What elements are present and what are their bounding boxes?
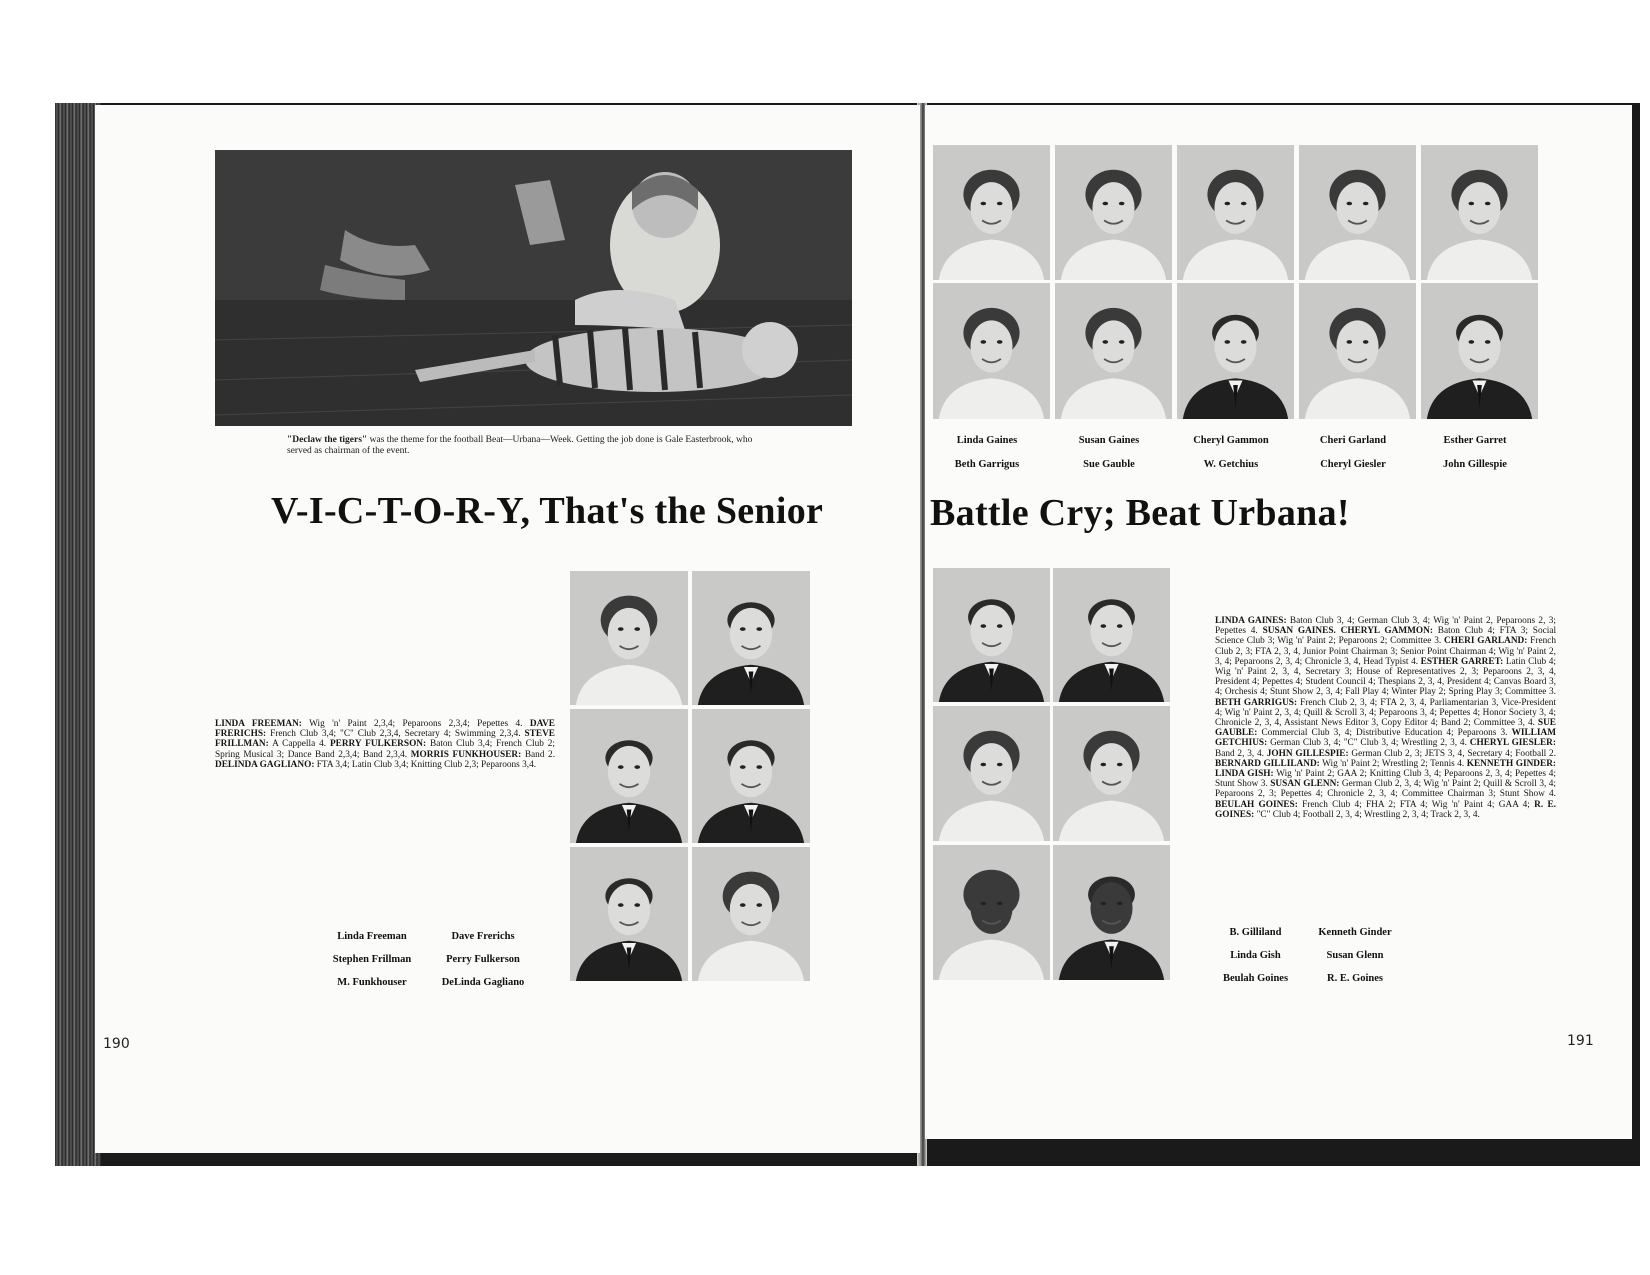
portrait-photo xyxy=(570,847,688,981)
bio-text: Baton Club 4; FTA 3; Social Science Club 3; Wig 'n' Paint 2; Peparoons 2; Committee 3. xyxy=(1215,626,1557,647)
portrait-photo xyxy=(570,571,688,705)
bio-name: SUE GAUBLE: xyxy=(1215,718,1556,739)
portrait-name: Cheryl Gammon xyxy=(1193,435,1269,446)
bio-text: German Club 2, 3, 4; Wig 'n' Paint 2; Quill & Scroll 3, 4; Peparoons 2, 3; Pepettes 4; Chronicle 2, 3, 4; Committee Chairman 3; Stunt Show 4. xyxy=(1215,779,1557,800)
bio-text: Baton Club 3, 4; German Club 3, 4; Wig 'n' Paint 2, Peparoons 2, 3; Pepettes 4. xyxy=(1215,616,1556,637)
portrait-name: DeLinda Gagliano xyxy=(441,977,525,988)
portrait-name: Linda Gish xyxy=(1230,950,1281,961)
portrait-photo xyxy=(1053,568,1170,702)
portrait-name: Beth Garrigus xyxy=(954,459,1020,470)
portrait-photo xyxy=(570,709,688,843)
portrait-photo xyxy=(1299,283,1416,419)
left-page xyxy=(95,105,920,1153)
bio-name: LINDA FREEMAN: xyxy=(215,719,302,729)
bio-text: Latin Club 4; Wig 'n' Paint 2, 3, 4, Secretary 3; House of Representatives 2, 3; Peparoons 2, 3, 4, President 4; Pepettes 4; Student Council 4; Thespians 2, 3, 4, President 4; Canvas Board 3, 4; Orchesis 4; Stunt Show 2, 3, 4; Fall Play 4; Winter Play 2; Spring Play 3; Committee 3. xyxy=(1215,656,1556,698)
bio-text: A Cappella 4. xyxy=(272,739,327,750)
portrait-name: Dave Frerichs xyxy=(451,931,515,942)
bio-name: WILLIAM GETCHIUS: xyxy=(1215,728,1556,749)
right-bio-block xyxy=(1215,616,1556,820)
portrait-photo xyxy=(1421,145,1538,280)
portrait-name: Stephen Frillman xyxy=(332,954,412,965)
portrait-photo xyxy=(1055,283,1172,419)
portrait-photo xyxy=(933,568,1050,702)
bio-name: ESTHER GARRET: xyxy=(1420,656,1504,667)
bio-text: Commercial Club 3, 4; Distributive Education 4; Peparoons 3. xyxy=(1261,728,1508,739)
portrait-photo xyxy=(692,709,810,843)
portrait-name: M. Funkhouser xyxy=(337,977,407,988)
bio-text: French Club 2, 3, 4; FTA 2, 3, 4, Parliamentarian 3, Vice-President 4; Wig 'n' Paint 2, 3, 4; Quill & Scroll 3, 4; Peparoons 3, 4; Pepettes 4; Honor Society 3, 4; Chronicle 2, 3, 4, Assistant News Editor 3, Copy Editor 4; Band 2; Committee 3, 4. xyxy=(1215,697,1556,729)
portrait-name: Linda Freeman xyxy=(337,931,407,942)
portrait-photo xyxy=(1053,845,1170,980)
portrait-name: W. Getchius xyxy=(1203,459,1259,470)
portrait-photo xyxy=(1177,145,1294,280)
bio-text: German Club 2, 3; JETS 3, 4, Secretary 4; Football 2. xyxy=(1351,748,1557,759)
caption-text: was the theme for the football Beat—Urbana—Week. Getting the job done is Gale Easterbrook, who served as chairman of the event. xyxy=(287,435,753,456)
portrait-name: John Gillespie xyxy=(1443,459,1507,470)
bio-name: BERNARD GILLILAND: xyxy=(1215,758,1320,769)
bio-name: DAVE FRERICHS: xyxy=(215,719,556,740)
bio-text: "C" Club 4; Football 2, 3, 4; Wrestling 2, 3, 4; Track 2, 3, 4. xyxy=(1256,809,1480,820)
feature-photo xyxy=(215,150,852,426)
bio-name: SUSAN GAINES. xyxy=(1262,626,1336,637)
portrait-photo xyxy=(933,706,1050,841)
bio-name: DELINDA GAGLIANO: xyxy=(215,759,315,770)
portrait-name: Cheryl Giesler xyxy=(1320,459,1386,470)
portrait-photo xyxy=(1421,283,1538,419)
feature-photo-caption xyxy=(287,435,757,457)
bio-text: Band 2. xyxy=(524,749,556,760)
portrait-name: B. Gilliland xyxy=(1229,927,1282,938)
left-bio-block xyxy=(215,719,555,770)
bio-text: French Club 2, 3; FTA 2, 3, 4, Junior Point Chairman 3; Senior Point Chairman 4; Wig 'n' Paint 2, 3, 4; Peparoons 2, 3, 4; Chronicle 3, 4, Head Typist 4. xyxy=(1215,636,1556,667)
page-number: 191 xyxy=(1567,1033,1594,1049)
portrait-name: R. E. Goines xyxy=(1326,973,1383,984)
portrait-name: Perry Fulkerson xyxy=(446,954,520,965)
portrait-name: Esther Garret xyxy=(1443,435,1507,446)
bio-text: German Club 3, 4; "C" Club 3, 4; Wrestling 2, 3, 4. xyxy=(1270,738,1467,749)
portrait-photo xyxy=(1299,145,1416,280)
right-headline: Battle Cry; Beat Urbana! xyxy=(930,492,1350,534)
portrait-name: Sue Gauble xyxy=(1083,459,1135,470)
yearbook-spread xyxy=(55,103,1640,1166)
bio-name: CHERYL GAMMON: xyxy=(1340,626,1433,637)
portrait-name: Linda Gaines xyxy=(956,435,1018,446)
portrait-name: Kenneth Ginder xyxy=(1318,927,1392,938)
bio-text: French Club 3,4; "C" Club 2,3,4, Secretary 4; Swimming 2,3,4. xyxy=(270,729,521,740)
bio-text: French Club 4; FHA 2; FTA 4; Wig 'n' Paint 4; GAA 4; xyxy=(1302,799,1530,810)
bio-name: MORRIS FUNKHOUSER: xyxy=(410,749,522,760)
bio-name: CHERI GARLAND: xyxy=(1444,636,1528,647)
bio-name: R. E. GOINES: xyxy=(1215,799,1556,820)
right-page xyxy=(925,105,1632,1139)
bio-name: STEVE FRILLMAN: xyxy=(215,729,556,750)
portrait-photo xyxy=(1053,706,1170,841)
portrait-photo xyxy=(692,571,810,705)
caption-lead: "Declaw the tigers" xyxy=(287,435,368,445)
portrait-name: Beulah Goines xyxy=(1222,973,1289,984)
portrait-photo xyxy=(933,145,1050,280)
portrait-name: Susan Gaines xyxy=(1078,435,1140,446)
bio-text: Baton Club 3,4; French Club 2; Spring Musical 3; Dance Band 2,3,4; Band 2,3,4. xyxy=(215,739,555,760)
bio-name: LINDA GISH: xyxy=(1215,769,1274,780)
bio-name: BETH GARRIGUS: xyxy=(1215,697,1298,708)
portrait-photo xyxy=(933,845,1050,980)
bio-name: LINDA GAINES: xyxy=(1215,616,1287,626)
bio-name: JOHN GILLESPIE: xyxy=(1266,748,1349,759)
portrait-name: Susan Glenn xyxy=(1326,950,1384,961)
portrait-name: Cheri Garland xyxy=(1319,435,1387,446)
portrait-photo xyxy=(1177,283,1294,419)
bio-text: Wig 'n' Paint 2,3,4; Peparoons 2,3,4; Pepettes 4. xyxy=(309,719,523,729)
bio-name: KENNETH GINDER: xyxy=(1466,758,1557,769)
portrait-photo xyxy=(933,283,1050,419)
bio-text: Wig 'n' Paint 2; GAA 2; Knitting Club 3, 4; Peparoons 2, 3, 4; Pepettes 4; Stunt Show 3. xyxy=(1215,769,1556,790)
bio-text: FTA 3,4; Latin Club 3,4; Knitting Club 2,3; Peparoons 3,4. xyxy=(316,759,537,770)
bio-text: Band 2, 3, 4. xyxy=(1215,748,1264,759)
portrait-photo xyxy=(692,847,810,981)
bio-name: CHERYL GIESLER: xyxy=(1469,738,1556,749)
page-number: 190 xyxy=(103,1036,130,1052)
bio-name: BEULAH GOINES: xyxy=(1215,799,1298,810)
bio-name: PERRY FULKERSON: xyxy=(329,739,427,750)
bio-name: SUSAN GLENN: xyxy=(1270,779,1340,790)
portrait-photo xyxy=(1055,145,1172,280)
left-headline: V-I-C-T-O-R-Y, That's the Senior xyxy=(271,490,824,532)
bio-text: Wig 'n' Paint 2; Wrestling 2; Tennis 4. xyxy=(1322,758,1465,769)
